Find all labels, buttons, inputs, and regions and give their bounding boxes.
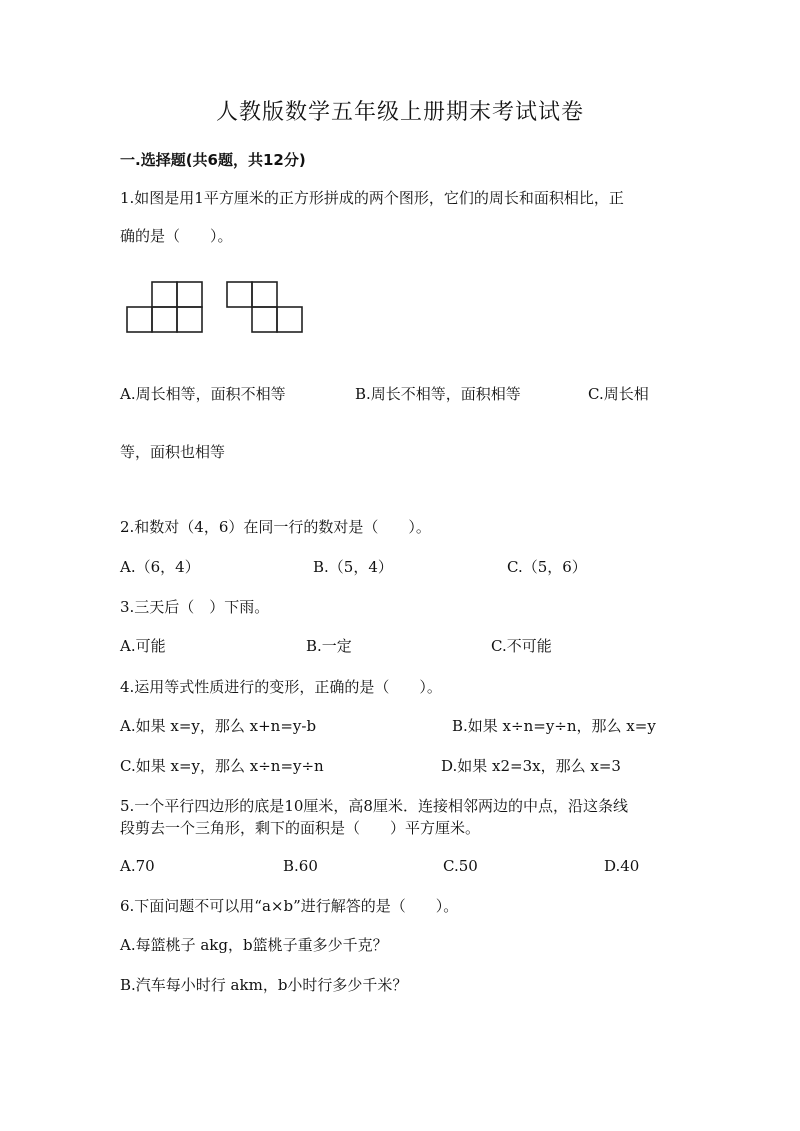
page-title: 人教版数学五年级上册期末考试试卷 <box>215 100 584 125</box>
question-1-option-c-continued: 等，面积也相等 <box>120 443 226 461</box>
question-1-option-b[interactable]: B.周长不相等，面积相等 <box>355 385 521 403</box>
question-2-option-a[interactable]: A.（6，4） <box>120 558 200 576</box>
question-1-option-a[interactable]: A.周长相等，面积不相等 <box>120 385 286 403</box>
figure-2-shape <box>227 282 302 332</box>
figure-1-shape <box>127 282 202 332</box>
question-1-option-c[interactable]: C.周长相 <box>588 385 649 403</box>
section-heading: 一.选择题(共6题，共12分) <box>120 151 306 169</box>
question-1-stem-line-1: 1.如图是用1平方厘米的正方形拼成的两个图形，它们的周长和面积相比，正 <box>120 189 624 207</box>
question-6-option-b[interactable]: B.汽车每小时行 akm，b小时行多少千米？ <box>120 976 408 994</box>
square-figures <box>126 281 316 335</box>
question-3-option-a[interactable]: A.可能 <box>120 637 166 655</box>
question-4-option-d[interactable]: D.如果 x2=3x，那么 x=3 <box>441 757 621 775</box>
question-2-option-c[interactable]: C.（5，6） <box>507 558 587 576</box>
question-5-option-b[interactable]: B.60 <box>283 857 318 875</box>
question-4-option-b[interactable]: B.如果 x÷n=y÷n，那么 x=y <box>452 717 656 735</box>
question-1-stem-line-2: 确的是（ ）。 <box>120 227 233 245</box>
question-5-option-c[interactable]: C.50 <box>443 857 478 875</box>
question-2-option-b[interactable]: B.（5，4） <box>313 558 393 576</box>
question-5-stem-line-1: 5.一个平行四边形的底是10厘米，高8厘米．连接相邻两边的中点，沿这条线 <box>120 797 628 815</box>
question-4-option-c[interactable]: C.如果 x=y，那么 x÷n=y÷n <box>120 757 324 775</box>
question-2-stem: 2.和数对（4，6）在同一行的数对是（ ）。 <box>120 518 431 536</box>
question-3-option-c[interactable]: C.不可能 <box>491 637 552 655</box>
question-5-stem-line-2: 段剪去一个三角形，剩下的面积是（ ）平方厘米。 <box>120 819 481 837</box>
question-3-option-b[interactable]: B.一定 <box>306 637 352 655</box>
question-3-stem: 3.三天后（ ）下雨。 <box>120 598 270 616</box>
question-5-option-d[interactable]: D.40 <box>604 857 640 875</box>
question-6-option-a[interactable]: A.每篮桃子 akg，b篮桃子重多少千克？ <box>120 936 388 954</box>
question-4-stem: 4.运用等式性质进行的变形，正确的是（ ）。 <box>120 678 442 696</box>
question-6-stem: 6.下面问题不可以用“a×b”进行解答的是（ ）。 <box>120 897 459 915</box>
question-4-option-a[interactable]: A.如果 x=y，那么 x+n=y-b <box>120 717 317 735</box>
question-5-option-a[interactable]: A.70 <box>120 857 155 875</box>
